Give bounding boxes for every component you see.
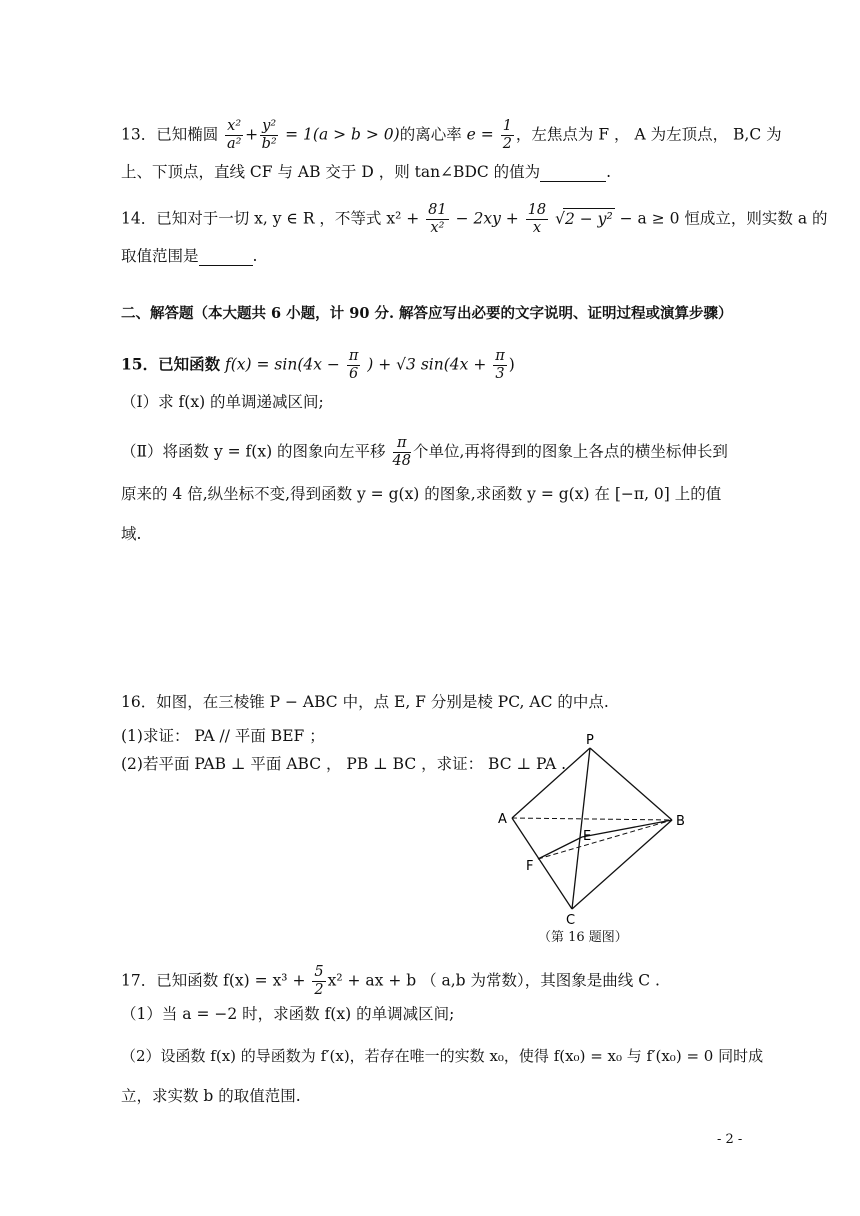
- q14-line2-text: 取值范围是: [121, 247, 199, 265]
- edge-AC: [512, 818, 572, 909]
- q15-three: 3: [495, 366, 505, 382]
- edge-AB-dashed: [512, 818, 672, 820]
- page-number: - 2 -: [717, 1132, 743, 1147]
- q14-x: x: [532, 220, 542, 236]
- q17-part2-line2: 立，求实数 b 的取值范围.: [121, 1087, 301, 1105]
- q15-close: ): [508, 355, 515, 374]
- q17-five: 5: [314, 964, 324, 980]
- q15-pi-c: π: [393, 435, 411, 453]
- label-C: C: [566, 913, 576, 928]
- q15-pi-b: π: [495, 348, 505, 364]
- q15-pi-a: π: [348, 348, 359, 364]
- q17-part2: （2）设函数 f(x) 的导函数为 f′(x)，若存在唯一的实数 x₀，使得 f(x₀) = x₀ 与 f′(x₀) = 0 同时成: [121, 1047, 764, 1065]
- label-E: E: [583, 829, 592, 844]
- q15-part2: [121, 435, 728, 470]
- edge-EB: [582, 820, 672, 837]
- q13-frac-x2a2: [225, 118, 243, 153]
- q16-part2: (2)若平面 PAB ⊥ 平面 ABC ， PB ⊥ BC ，求证： BC ⊥ PA .: [121, 755, 567, 773]
- q13-eq1: = 1(a > b > 0): [285, 125, 400, 144]
- q13-line2-text: 上、下顶点，直线 CF 与 AB 交于 D ，则 tan∠BDC 的值为: [121, 163, 541, 181]
- edge-FE: [538, 837, 582, 859]
- q15-part2-b: 个单位,再将得到的图象上各点的横坐标伸长到: [412, 442, 728, 461]
- q14-answer-blank[interactable]: [199, 249, 253, 266]
- q15-frac-pi3: [493, 348, 507, 383]
- q15-part2-a: （Ⅱ）将函数 y = f(x) 的图象向左平移: [121, 442, 386, 461]
- q14-frac-81: [426, 202, 448, 237]
- q13-text-c: ，左焦点为 F ， A 为左顶点， B,C 为: [515, 125, 782, 144]
- q15-plus: ) + √3 sin(4x +: [367, 355, 487, 374]
- q13-text: 13．已知椭圆: [121, 125, 219, 144]
- q13-one: 1: [502, 118, 512, 134]
- q14-line2: [121, 246, 257, 266]
- q15-six: 6: [348, 366, 359, 382]
- q13-line1: 13．已知椭圆 $\frac{\text{x²}}{\text{a²}}$ + $\frac{\text{y²}}{\text{b²}}$ = 1(a > b > 0)的离心率 e = $\frac{1}{2}$ ，左焦点为 F ， A 为左顶点， B,C 为: [121, 118, 782, 152]
- edge-PA: [512, 748, 590, 818]
- q17-line1: [121, 964, 660, 999]
- q16-figure-caption: （第 16 题图）: [538, 930, 628, 945]
- q13-e-eq: e =: [466, 125, 494, 144]
- q15-48: 48: [392, 453, 411, 469]
- label-P: P: [586, 733, 594, 748]
- q14-tail: − a ≥ 0 恒成立，则实数 a 的: [619, 209, 828, 228]
- label-B: B: [676, 814, 685, 829]
- q13-b2: b²: [261, 136, 277, 152]
- q13-a2: a²: [226, 136, 242, 152]
- q14-text: 14．已知对于一切 x, y ∈ R ，不等式 x² +: [121, 209, 420, 228]
- label-F: F: [526, 859, 534, 874]
- q13-two: 2: [502, 136, 512, 152]
- edge-PB: [590, 748, 672, 820]
- q13-answer-blank[interactable]: [540, 165, 606, 182]
- q14-18: 18: [527, 202, 547, 218]
- q17-two: 2: [314, 982, 324, 998]
- q14-line2-end: .: [252, 247, 258, 265]
- q15-part2-line3: 域.: [121, 525, 142, 543]
- q17-frac-5-2: [312, 964, 325, 999]
- q15-frac-pi6: [347, 348, 361, 383]
- label-A: A: [498, 812, 507, 827]
- q17-text-b: x² + ax + b （ a,b 为常数），其图象是曲线 C .: [327, 971, 660, 990]
- q14-81: 81: [428, 202, 447, 218]
- q16-line1: 16．如图，在三棱锥 P − ABC 中，点 E, F 分别是棱 PC, AC 的中点.: [121, 693, 609, 711]
- q13-text-b: 的离心率: [399, 125, 462, 144]
- q13-y2: y²: [262, 118, 277, 134]
- q13-x2: x²: [227, 118, 242, 134]
- q14-line1: [121, 202, 828, 237]
- q16-figure: [490, 728, 700, 948]
- q14-x2: x²: [430, 220, 445, 236]
- q15-line1: [121, 348, 515, 383]
- q14-sqrt-sign: √: [555, 209, 565, 228]
- q14-sqrt-body: 2 − y²: [564, 209, 613, 228]
- q15-func: f(x) = sin(4x −: [225, 355, 340, 374]
- q15-part2-line2: 原来的 4 倍,纵坐标不变,得到函数 y = g(x) 的图象,求函数 y = g(x) 在 [−π, 0] 上的值: [121, 485, 722, 503]
- edge-FB-dashed: [538, 820, 672, 859]
- q13-line2: [121, 162, 611, 182]
- q16-part1: (1)求证： PA // 平面 BEF ；: [121, 727, 325, 745]
- q15-intro: 15．已知函数: [121, 354, 221, 374]
- q17-text-a: 17．已知函数 f(x) = x³ +: [121, 971, 306, 990]
- q17-part1: （1）当 a = −2 时，求函数 f(x) 的单调减区间;: [121, 1005, 455, 1023]
- q13-frac-half: [501, 118, 514, 153]
- q15-frac-pi48: [393, 435, 411, 470]
- q14-frac-18: [526, 202, 548, 237]
- q13-line2-end: .: [606, 163, 612, 181]
- q15-part1: （Ⅰ）求 f(x) 的单调递减区间;: [121, 393, 324, 411]
- q14-mid: − 2xy +: [455, 209, 519, 228]
- section2-heading: 二、解答题（本大题共 6 小题，计 90 分. 解答应写出必要的文字说明、证明过程或演算步骤）: [121, 305, 733, 322]
- q13-frac-y2b2: [260, 118, 278, 153]
